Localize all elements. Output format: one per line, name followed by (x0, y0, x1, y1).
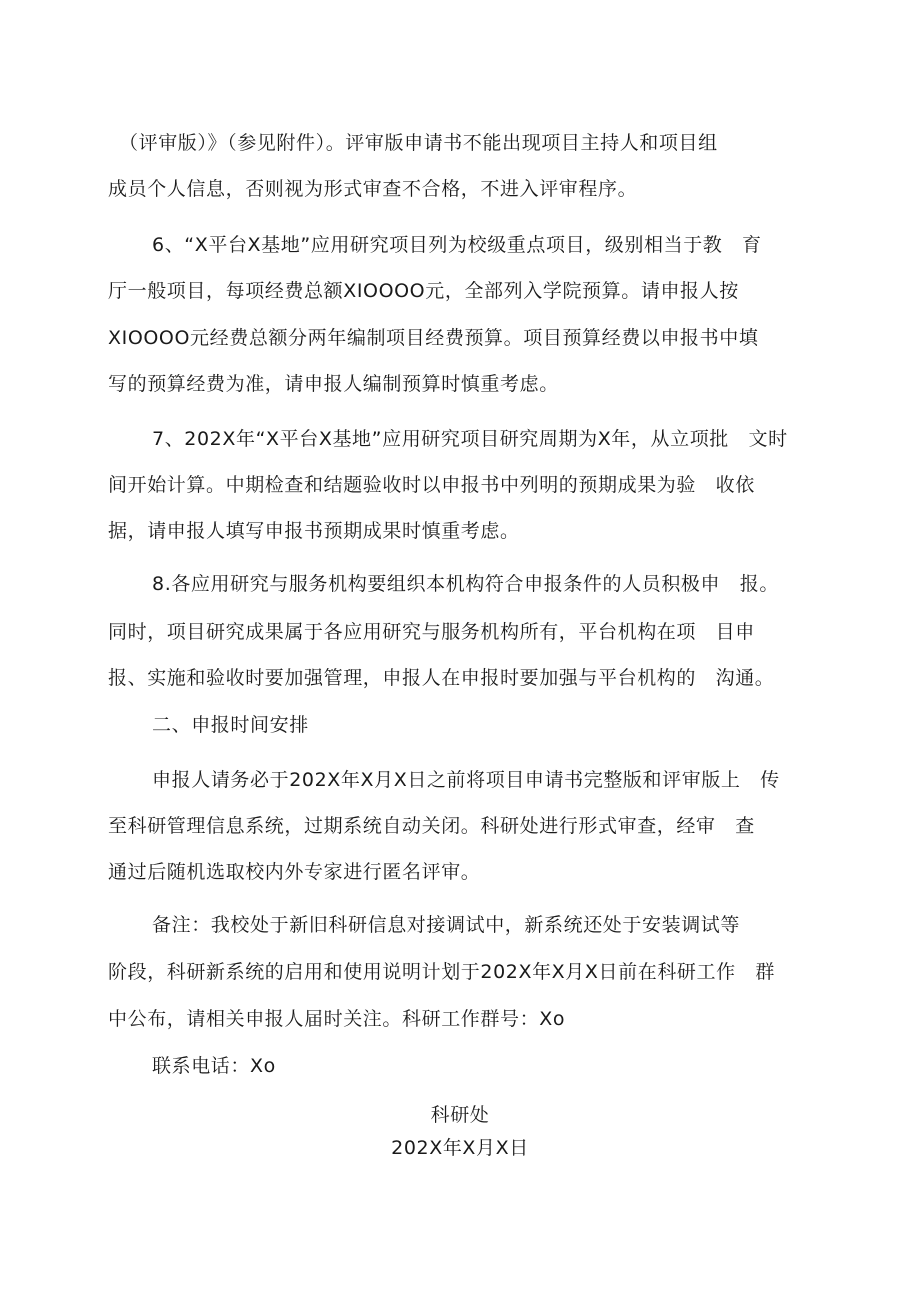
text-line-6: 写的预算经费为准，请申报人编制预算时慎重考虑。 (108, 373, 559, 395)
text-line-14: 申报人请务必于202X年X月X日之前将项目申请书完整版和评审版上 传 (152, 769, 780, 791)
text-line-10: 8.各应用研究与服务机构要组织本机构符合申报条件的人员积极申 报。 (152, 573, 779, 595)
text-line-4: 厅一般项目，每项经费总额XIOOOO元，全部列入学院预算。请申报人按 (108, 280, 739, 302)
text-line-3: 6、“X平台X基地”应用研究项目列为校级重点项目，级别相当于教 育 (152, 234, 762, 256)
text-line-1: （评审版）》（参见附件）。评审版申请书不能出现项目主持人和项目组 (119, 132, 718, 154)
text-line-19: 中公布，请相关申报人届时关注。科研工作群号：Xo (108, 1008, 566, 1030)
section-heading-schedule: 二、申报时间安排 (152, 714, 309, 736)
text-line-16: 通过后随机选取校内外专家进行匿名评审。 (108, 861, 481, 883)
text-line-5: XIOOOO元经费总额分两年编制项目经费预算。项目预算经费以申报书中填 (108, 327, 759, 349)
text-line-17: 备注：我校处于新旧科研信息对接调试中，新系统还处于安装调试等 (152, 914, 741, 936)
text-line-12: 报、实施和验收时要加强管理，申报人在申报时要加强与平台机构的 沟通。 (108, 667, 775, 689)
text-line-15: 至科研管理信息系统，过期系统自动关闭。科研处进行形式审查，经审 查 (108, 815, 755, 837)
signature-date: 202X年X月X日 (391, 1137, 529, 1159)
text-line-7: 7、202X年“X平台X基地”应用研究项目研究周期为X年，从立项批 文时 (152, 428, 788, 450)
contact-phone: 联系电话：Xo (152, 1055, 276, 1077)
signature-office: 科研处 (430, 1104, 490, 1126)
text-line-11: 同时，项目研究成果属于各应用研究与服务机构所有，平台机构在项 目申 (108, 621, 755, 643)
text-line-9: 据，请申报人填写申报书预期成果时慎重考虑。 (108, 520, 520, 542)
text-line-2: 成员个人信息，否则视为形式审查不合格，不进入评审程序。 (108, 178, 638, 200)
text-line-18: 阶段，科研新系统的启用和使用说明计划于202X年X月X日前在科研工作 群 (108, 961, 775, 983)
text-line-8: 间开始计算。中期检查和结题验收时以申报书中列明的预期成果为验 收依 (108, 474, 755, 496)
